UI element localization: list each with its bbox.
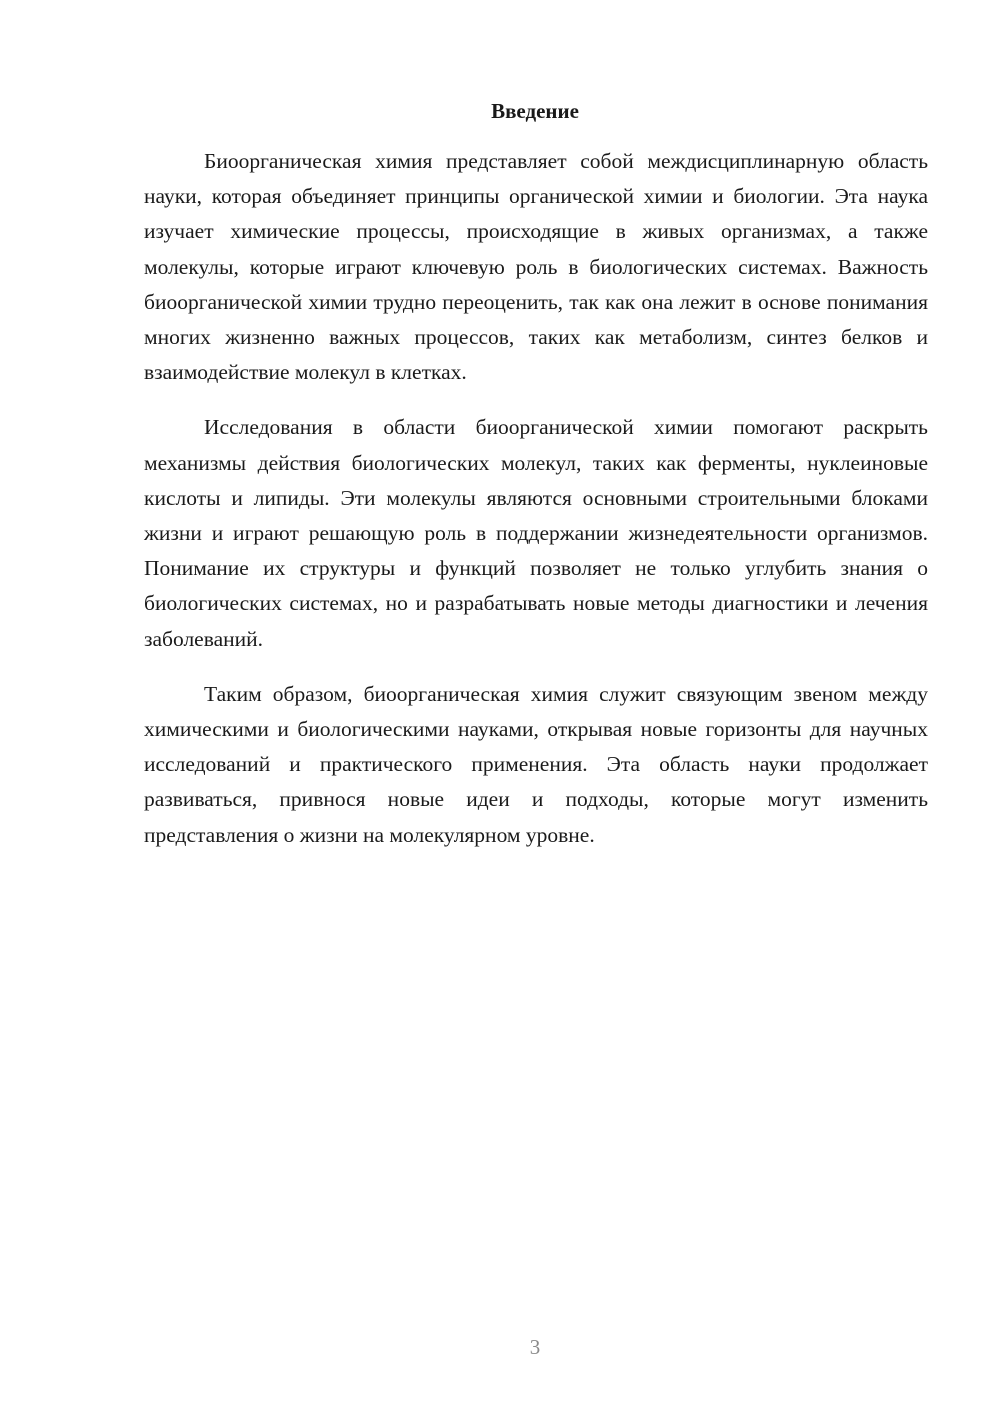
body-text: [144, 144, 928, 873]
page-number: 3: [529, 1335, 541, 1359]
paragraph-3: Таким образом, биоорганическая химия служит связующим звеном между химическими и биологическими науками, открывая новые горизонты для научных исследований и практического применения. Эта область науки продолжает развиваться, привнося новые идеи и подходы, которые могут изменить представления о жизни на молекулярном уровне.: [144, 681, 928, 847]
section-heading: Введение: [491, 99, 579, 123]
paragraph-2: Исследования в области биоорганической химии помогают раскрыть механизмы действия биологических молекул, таких как ферменты, нуклеиновые кислоты и липиды. Эти молекулы являются основными строительными блоками жизни и играют решающую роль в поддержании жизнедеятельности организмов. Понимание их структуры и функций позволяет не только углубить знания о биологических системах, но и разрабатывать новые методы диагностики и лечения заболеваний.: [144, 415, 928, 651]
paragraph-1: Биоорганическая химия представляет собой междисциплинарную область науки, которая объединяет принципы органической химии и биологии. Эта наука изучает химические процессы, происходящие в живых организмах, а также молекулы, которые играют ключевую роль в биологических системах. Важность биоорганической химии трудно переоценить, так как она лежит в основе понимания многих жизненно важных процессов, таких как метаболизм, синтез белков и взаимодействие молекул в клетках.: [144, 149, 928, 385]
